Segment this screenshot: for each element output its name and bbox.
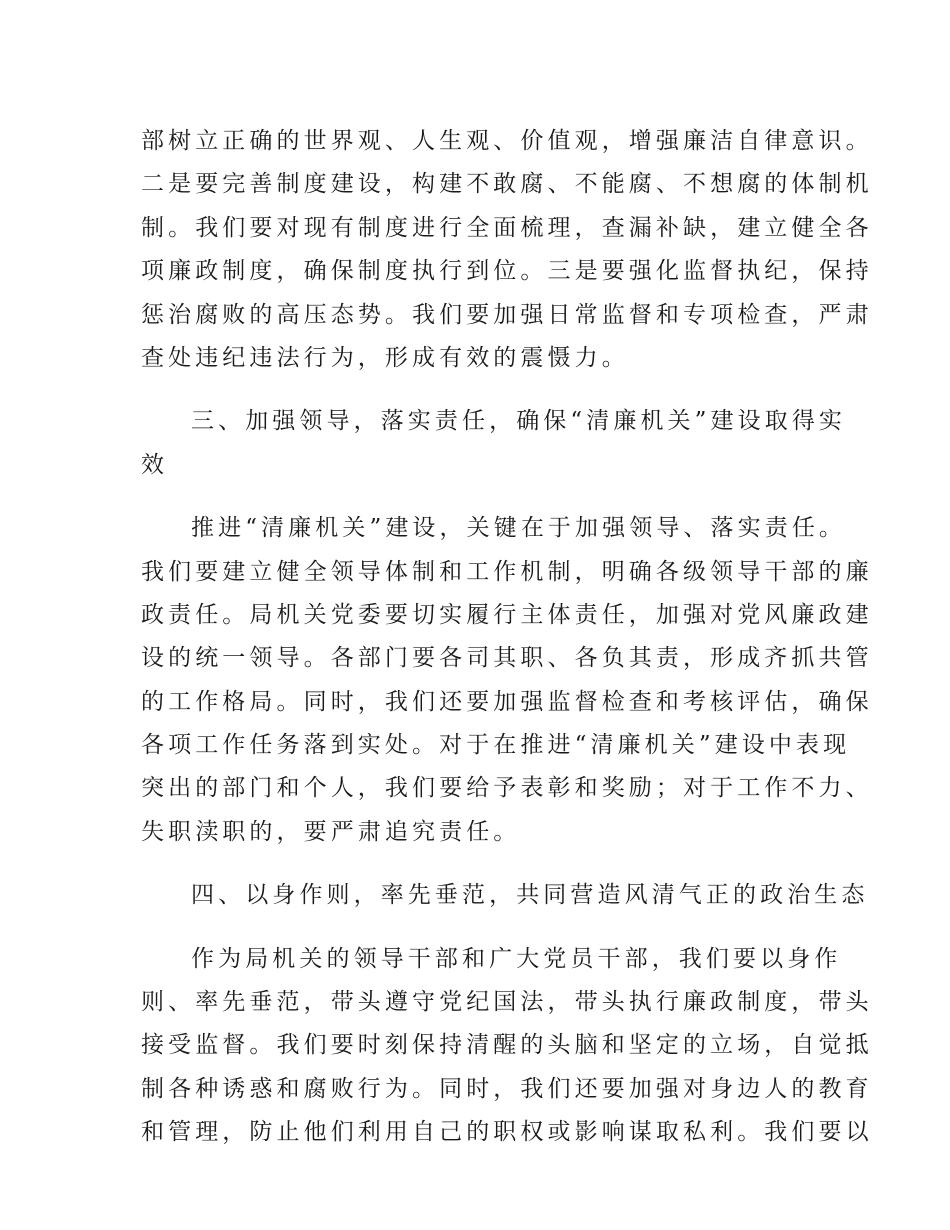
paragraph-example (141, 938, 873, 1155)
heading-line: 四、以身作则，率先垂范，共同营造风清气正的政治生态 (191, 882, 869, 909)
text-line: 惩治腐败的高压态势。我们要加强日常监督和专项检查，严肃 (141, 301, 873, 328)
paragraph-supervision (141, 120, 873, 380)
heading-line: 效 (141, 451, 169, 478)
text-line: 查处违纪违法行为，形成有效的震慑力。 (141, 344, 629, 371)
text-line: 则、率先垂范，带头遵守党纪国法，带头执行廉政制度，带头 (141, 989, 873, 1016)
paragraph-leadership (141, 507, 873, 854)
section-heading-3 (141, 400, 847, 487)
text-line: 政责任。局机关党委要切实履行主体责任，加强对党风廉政建 (141, 601, 873, 628)
text-line: 突出的部门和个人，我们要给予表彰和奖励；对于工作不力、 (141, 775, 873, 802)
text-line: 制。我们要对现有制度进行全面梳理，查漏补缺，建立健全各 (141, 214, 873, 241)
paragraph-gap (141, 918, 821, 938)
paragraph-gap (141, 854, 821, 874)
text-line: 部树立正确的世界观、人生观、价值观，增强廉洁自律意识。 (141, 128, 873, 154)
text-line: 制各种诱惑和腐败行为。同时，我们还要加强对身边人的教育 (141, 1075, 873, 1102)
text-line: 作为局机关的领导干部和广大党员干部，我们要以身作 (191, 945, 842, 972)
heading-line: 三、加强领导，落实责任，确保“清廉机关”建设取得实 (191, 408, 847, 435)
section-heading-4 (141, 874, 869, 917)
text-line: 设的统一领导。各部门要各司其职、各负其责，形成齐抓共管 (141, 645, 873, 672)
paragraph-gap (141, 487, 821, 507)
text-line: 二是要完善制度建设，构建不敢腐、不能腐、不想腐的体制机 (141, 171, 873, 198)
document-body (141, 120, 873, 1155)
paragraph-gap (141, 380, 821, 400)
text-line: 接受监督。我们要时刻保持清醒的头脑和坚定的立场，自觉抵 (141, 1032, 873, 1059)
text-line: 推进“清廉机关”建设，关键在于加强领导、落实责任。 (191, 515, 847, 542)
text-line: 我们要建立健全领导体制和工作机制，明确各级领导干部的廉 (141, 558, 873, 585)
text-line: 和管理，防止他们利用自己的职权或影响谋取私利。我们要以 (141, 1119, 873, 1146)
text-line: 各项工作任务落到实处。对于在推进“清廉机关”建设中表现 (141, 732, 851, 759)
text-line: 项廉政制度，确保制度执行到位。三是要强化监督执纪，保持 (141, 258, 873, 285)
text-line: 的工作格局。同时，我们还要加强监督检查和考核评估，确保 (141, 688, 873, 715)
text-line: 失职渎职的，要严肃追究责任。 (141, 818, 521, 845)
